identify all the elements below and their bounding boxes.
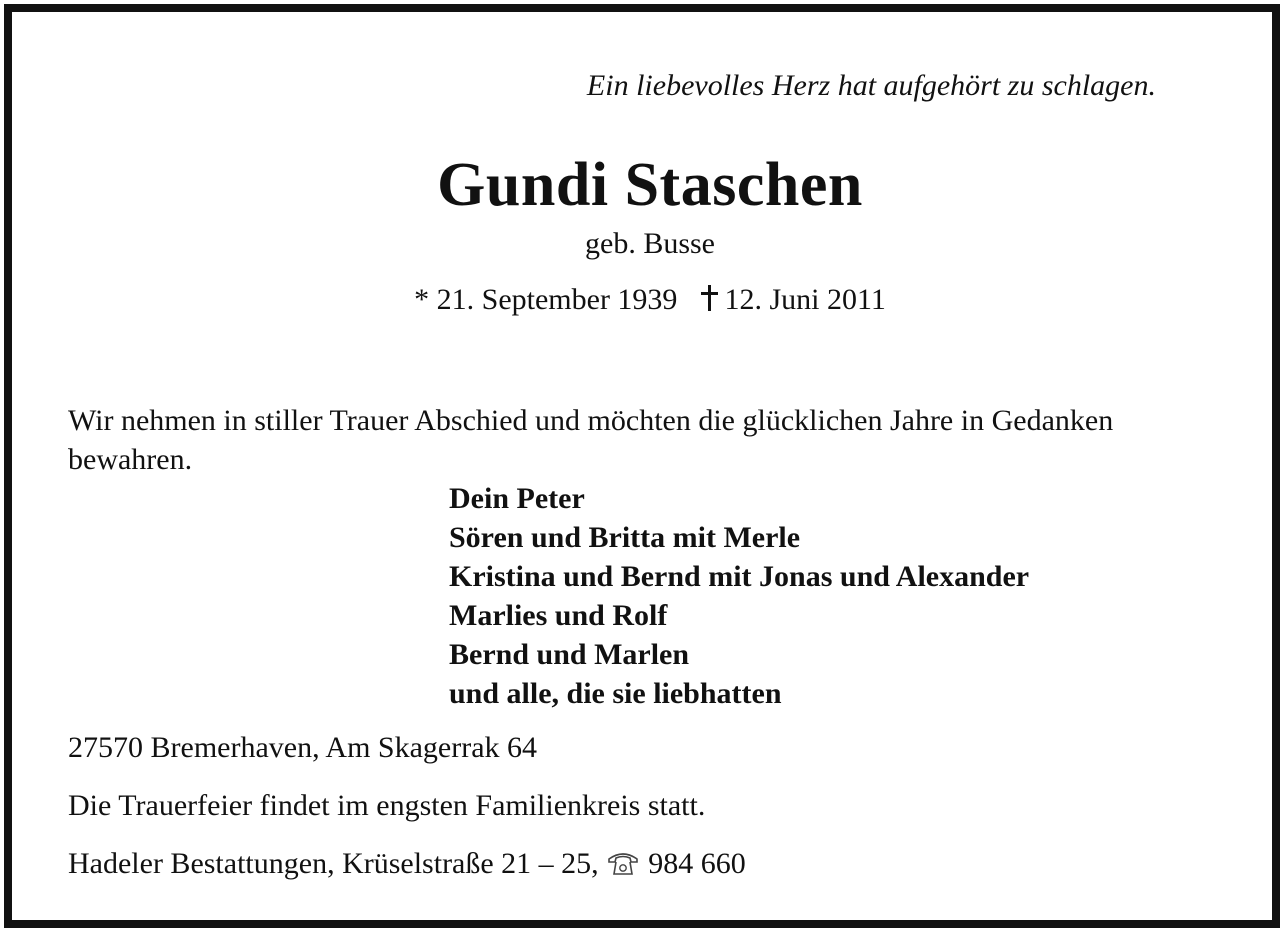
birth-date: * 21. September 1939 — [414, 283, 678, 316]
mourner-item: Dein Peter — [449, 482, 585, 515]
mourner-item: Kristina und Bernd mit Jonas und Alexander — [449, 560, 1030, 593]
motto-line: Ein liebevolles Herz hat aufgehört zu schlagen. — [586, 69, 1156, 102]
deceased-name: Gundi Staschen — [437, 151, 863, 219]
death-date: 12. Juni 2011 — [724, 283, 886, 316]
farewell-message: Wir nehmen in stiller Trauer Abschied und möchten die glücklichen Jahre in Gedanken bewahren. — [68, 404, 1114, 476]
mourner-item: Sören und Britta mit Merle — [449, 521, 801, 554]
telephone-icon — [606, 850, 640, 884]
ceremony-note: Die Trauerfeier findet im engsten Familienkreis statt. — [68, 789, 706, 822]
obituary-notice — [4, 4, 1280, 928]
mourner-item: Bernd und Marlen — [449, 638, 690, 671]
undertaker-name: Hadeler Bestattungen, Krüselstraße 21 – 25, — [68, 847, 599, 880]
phone-number: 984 660 — [648, 847, 746, 880]
mourner-item: und alle, die sie liebhatten — [449, 677, 782, 710]
mourner-item: Marlies und Rolf — [449, 599, 668, 632]
undertaker-line — [68, 847, 746, 884]
family-address: 27570 Bremerhaven, Am Skagerrak 64 — [68, 731, 538, 764]
maiden-name: geb. Busse — [585, 227, 715, 260]
cross-icon — [701, 285, 717, 311]
mourners-list — [449, 479, 1029, 713]
life-dates — [12, 283, 1280, 317]
